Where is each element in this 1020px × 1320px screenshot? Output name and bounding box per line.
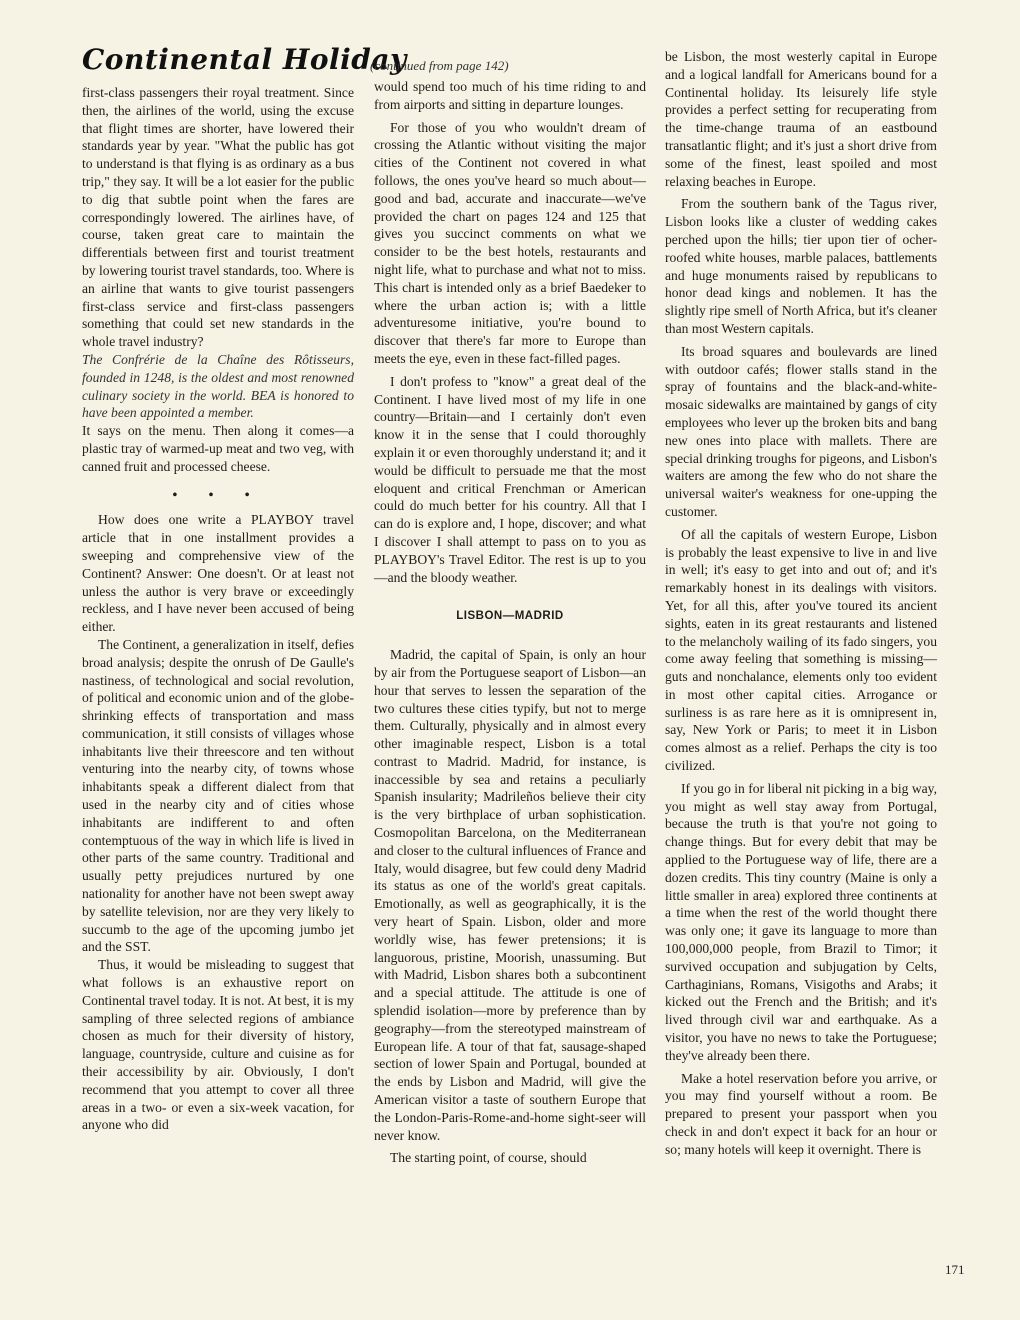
paragraph: The starting point, of course, should [390,1150,587,1166]
section-break: • • • [172,486,264,502]
paragraph: For those of you who wouldn't dream of crossing the Atlantic without visiting the major cities of the Continent not covered in what follows, the ones you've heard so much about—good and bad, accurate and inaccurate—we've provided the chart on pages 124 and 125 that gives you succinct comments on what we consider to be the best hotels, restaurants and night life, what to purchase and what not to miss. This chart is intended only as a brief Baedeker to where the urban action is; with a little adventuresome initiative, you're bound to discover that there's far more to Europe than meets the eye, even in these fact-filled pages. [374,119,646,366]
paragraph: The Continent, a generalization in itself, defies broad analysis; despite the onrush of De Gaulle's nastiness, of technological and social revolution, of political and economic union and of the globe-shrinking effects of transportation and mass communication, it still consists of villages whose inhabitants live their threescore and ten without venturing into the nearby city, of towns whose inhabitants speak a different dialect from that used in the nearby city and of cities whose inhabitants are indifferent to and often contemptuous of the way in which life is lived in other parts of the same country. Traditional and usually petty prejudices nurtured by one nationality for another have not been swept away by satellite television, nor are they very likely to succumb to the age of the upcoming jumbo jet and the SST. [82,636,354,955]
paragraph: would spend too much of his time riding to and from airports and sitting in departure lounges. [374,79,646,112]
paragraph: Its broad squares and boulevards are lined with outdoor cafés; flower stalls stand in the spray of fountains and the black-and-white-mosaic sidewalks are maintained by gangs of city employees who lever up the broken bits and bang new ones into place with mallets. There are special drinking troughs for pigeons, and Lisbon's waiters are among the few who do not share the universal waiter's weakness for one-upping the customer. [665,343,937,519]
text-column-1 [82,84,354,1134]
paragraph: I don't profess to "know" a great deal of the Continent. I have lived most of my life in one country—Britain—and I certainly don't even know it in the sense that I could thoroughly explain it or even thoroughly understand it; and it would be difficult to persuade me that the most eloquent and critical Frenchman or American could do much better for his country. All that I can do is explore and, I hope, discover; and what I discover I shall attempt to pass on to you as PLAYBOY's Travel Editor. The rest is up to you—and the bloody weather. [374,373,646,585]
paragraph: How does one write a PLAYBOY travel article that in one installment provides a sweeping and comprehensive view of the Continent? Answer: One doesn't. Or at least not unless the author is very brave or exceedingly reckless, and I have never been accused of being either. [82,512,354,635]
paragraph: Madrid, the capital of Spain, is only an hour by air from the Portuguese seaport of Lisbon—an hour that serves to lessen the separation of the two cultures these cities typify, but not to merge them. Culturally, physically and in almost every other imaginable respect, Lisbon is a total contrast to Madrid. Madrid, for instance, is inaccessible by sea and retains a peculiarly Spanish insularity; Madrileños believe their city is the very birthplace of urban sophistication. Cosmopolitan Barcelona, on the Mediterranean and closer to the cultural influences of France and Italy, would disagree, but few could deny Madrid its status as one of the world's great capitals. Emotionally, as well as geographically, it is the very heart of Spain. Lisbon, older and more worldly wise, has fewer pretensions; it is languorous, pristine, Moorish, unassuming. But with Madrid, Lisbon shares both a subcontinent and a special attitude. The attitude is one of splendid isolation—more by preference than by geography—from the stereotyped mainstream of European life. A tour of that fat, sausage-shaped section of lower Spain and Portugal, bounded at the ends by Lisbon and Madrid, will give the American visitor a taste of southern Europe that the London-Paris-Rome-and-home sight-seer will never know. [374,647,646,1143]
article-title: Continental Holiday [82,43,407,76]
section-heading: LISBON—MADRID [456,610,564,623]
text-column-2 [374,78,646,1167]
paragraph: From the southern bank of the Tagus river, Lisbon looks like a cluster of wedding cakes perched upon the hills; tier upon tier of ocher-roofed white houses, marble palaces, battlements and huge monuments raised by republicans to honor dead kings and noblemen. It has the slightly ripe smell of North Africa, but it's cleaner than most Western capitals. [665,196,937,336]
paragraph: be Lisbon, the most westerly capital in Europe and a logical landfall for Americans bound for a Continental holiday. Its leisurely life style provides a perfect setting for recuperating from the time-change trauma of an eastbound transatlantic flight; and it's just a short drive from some of the finest, least spoiled and most relaxing beaches in Europe. [665,49,937,189]
paragraph: first-class passengers their royal treatment. Since then, the airlines of the world, using the excuse that flight times are shorter, have lowered their standards year by year. "What the public has got to understand is that flying is as ordinary as a bus trip," they say. It will be a lot easier for the public to dig that subtle point when the fares are correspondingly lowered. The airlines have, of course, taken great care to maintain the differentials between first and tourist treatment by lowering tourist travel standards, too. Where is an airline that wants to give tourist passengers first-class service and first-class passengers something that could set new standards in the whole travel industry? [82,85,354,350]
continued-note: (continued from page 142) [370,58,509,73]
paragraph: Make a hotel reservation before you arrive, or you may find yourself without a room. Be prepared to present your passport when you check in and don't expect it back for an hour or so; many hotels will keep it overnight. There is [665,1070,937,1157]
paragraph: If you go in for liberal nit picking in a big way, you might as well stay away from Portugal, because the truth is that you're not going to change things. But for every debit that may be applied to the Portuguese way of life, there are a dozen credits. This tiny country (Maine is only a little smaller in area) explored three continents at a time when the rest of the world thought there was only one; it gave its language to more than 100,000,000 people, from Brazil to Timor; it survived occupation and subjugation by Celts, Carthaginians, Romans, Visigoths and Arabs; it kicked out the French and the British; and it's lived through civil war and earthquake. As a visitor, you have no news to take the Portuguese; they've already been there. [665,780,937,1063]
paragraph: Thus, it would be misleading to suggest that what follows is an exhaustive report on Continental travel today. It is not. At best, it is my sampling of three selected regions of ambiance chosen as much for their diversity of history, language, countryside, culture and cuisine as for their accessibility by air. Obviously, I don't recommend that you attempt to cover all three areas in a two- or even a six-week vacation, for anyone who did [82,957,354,1133]
page-number: 171 [945,1262,965,1277]
menu-quote: The Confrérie de la Chaîne des Rôtisseurs, founded in 1248, is the oldest and most renowned culinary society in the world. BEA is honored to have been appointed a member. [82,351,354,421]
paragraph: Of all the capitals of western Europe, Lisbon is probably the least expensive to live in and live in well; it's easy to get into and out of; and it's remarkably honest in its dealings with visitors. Yet, for all this, after you've toured its ancient sights, eaten in its great restaurants and listened to the melancholy wailing of its fado singers, you come away feeling that something is missing—guts and nonchalance, elements only too evident in most other capital cities. Arrogance or surliness is as rare here as it is omnipresent in, say, New York or Paris; to meet it in Lisbon comes almost as a relief. Perhaps the city is too civilized. [665,526,937,774]
text-column-3 [665,48,937,1159]
paragraph: It says on the menu. Then along it comes—a plastic tray of warmed-up meat and two veg, with canned fruit and processed cheese. [82,423,354,474]
